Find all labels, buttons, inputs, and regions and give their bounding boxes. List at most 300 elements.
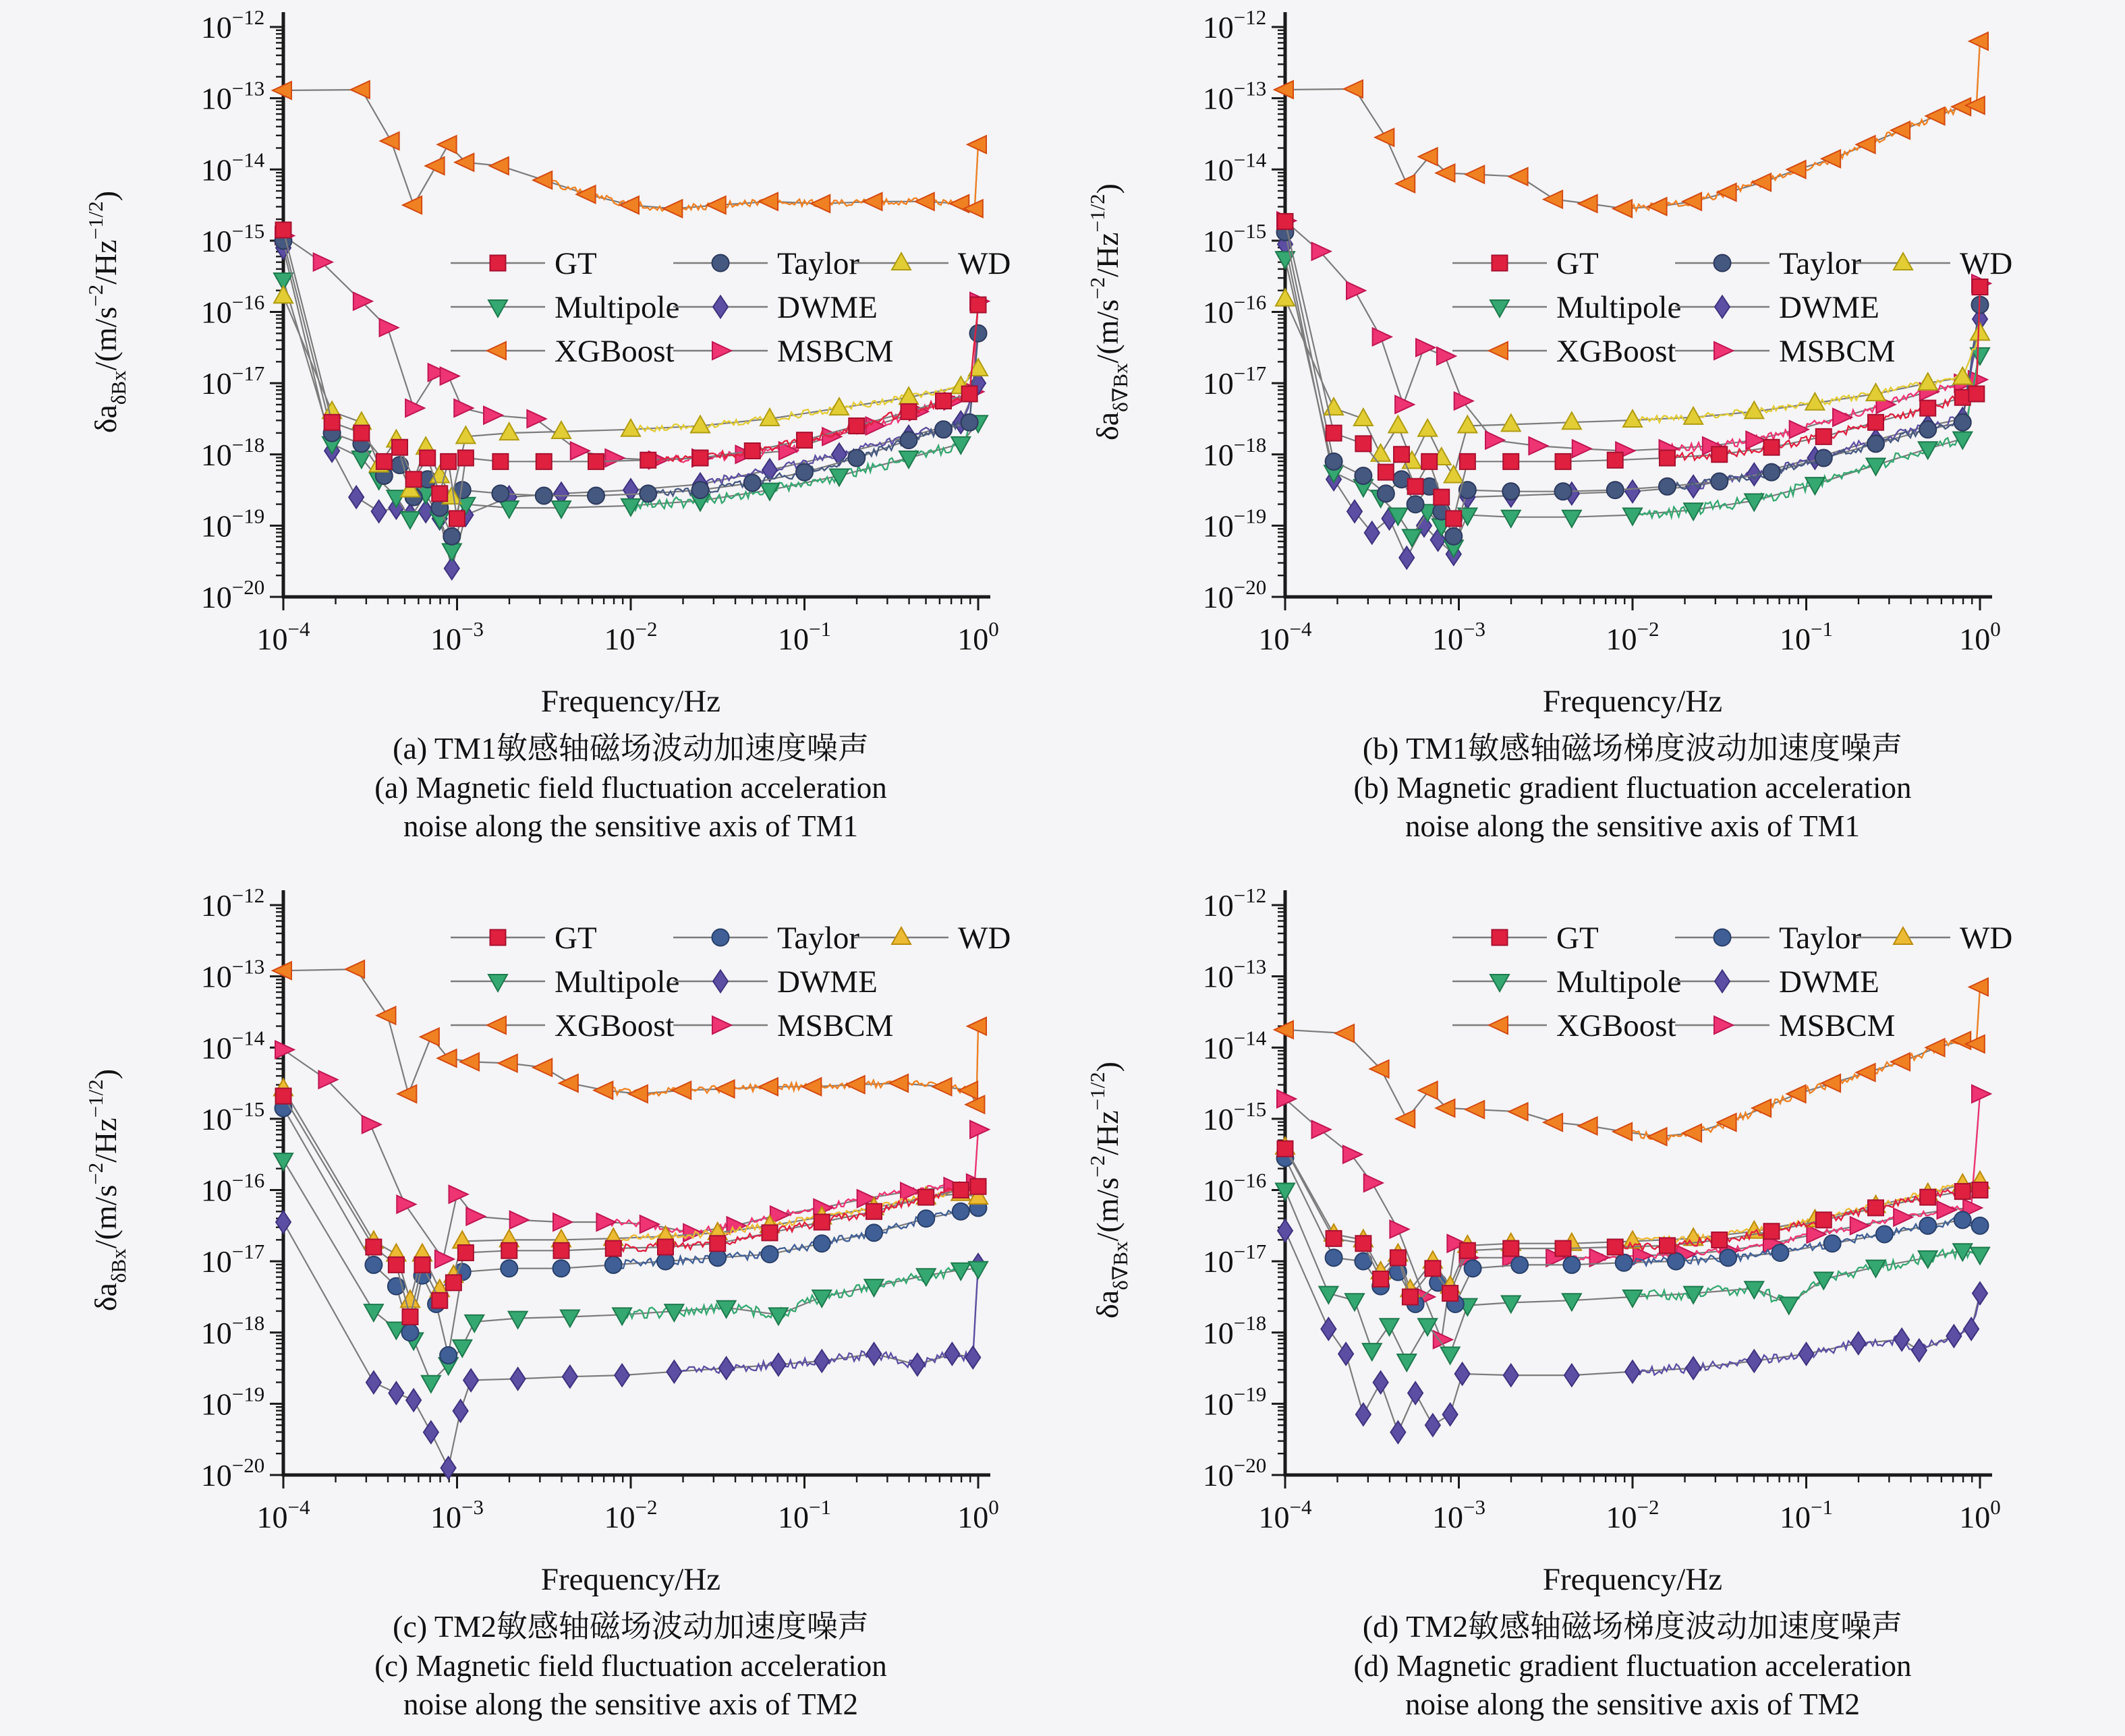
circle-marker-Taylor — [1772, 1244, 1788, 1261]
triangle-left-marker-XGBoost — [1465, 166, 1484, 183]
triangle-left-marker-XGBoost — [1857, 1064, 1875, 1081]
triangle-left-marker-XGBoost — [1465, 1101, 1484, 1118]
triangle-down-marker-Multipole — [465, 1315, 484, 1332]
triangle-down-marker-Multipole — [969, 1262, 988, 1279]
square-marker-GT — [366, 1240, 381, 1255]
diamond-marker-DWME — [1443, 1404, 1458, 1426]
triangle-left-marker-XGBoost — [716, 1080, 735, 1098]
square-marker-GT — [353, 426, 369, 441]
circle-marker-Taylor — [961, 414, 978, 431]
square-marker-GT — [324, 415, 340, 430]
diamond-marker-DWME — [910, 1354, 925, 1376]
triangle-left-marker-XGBoost — [1952, 1032, 1971, 1049]
triangle-right-marker-MSBCM — [318, 1071, 337, 1089]
square-marker-GT — [415, 1257, 430, 1273]
triangle-right-marker-MSBCM — [1746, 432, 1765, 449]
circle-marker-Taylor — [640, 485, 656, 502]
square-marker-GT — [1278, 214, 1293, 229]
square-marker-GT — [901, 404, 917, 419]
circle-marker-Taylor — [1563, 1256, 1580, 1273]
triangle-right-marker-MSBCM — [510, 1211, 529, 1229]
triangle-right-marker-MSBCM — [605, 449, 624, 467]
square-marker-GT — [392, 440, 407, 455]
legend-label-Multipole: Multipole — [555, 964, 680, 1000]
circle-marker-Taylor — [814, 1235, 830, 1252]
legend-label-Multipole: Multipole — [1556, 964, 1682, 1000]
x-tick-label: $10^{-2}$ — [1606, 617, 1660, 656]
x-tick-label: $10^{-4}$ — [256, 617, 310, 656]
triangle-left-marker-legend-XGBoost — [1489, 342, 1508, 359]
square-marker-GT — [953, 1182, 969, 1198]
square-marker-GT — [376, 454, 392, 469]
y-tick-label: $10^{-17}$ — [1202, 361, 1267, 401]
y-tick-label: $10^{-19}$ — [200, 1382, 265, 1422]
y-tick-label: $10^{-14}$ — [1202, 1026, 1267, 1066]
triangle-down-marker-Multipole — [1623, 1290, 1642, 1307]
diamond-marker-DWME — [372, 500, 387, 523]
y-tick-label: $10^{-19}$ — [1202, 504, 1267, 544]
legend-label-Multipole: Multipole — [1556, 290, 1682, 325]
triangle-down-marker-Multipole — [1971, 1248, 1989, 1265]
circle-marker-Taylor — [1511, 1256, 1528, 1273]
square-marker-GT — [693, 451, 708, 466]
circle-marker-legend-Taylor — [712, 255, 729, 272]
x-axis-label-c: Frequency/Hz — [540, 1562, 721, 1597]
circle-marker-Taylor — [1407, 496, 1424, 513]
triangle-right-marker-MSBCM — [571, 442, 590, 459]
y-tick-label: $10^{-16}$ — [1202, 290, 1267, 330]
circle-marker-Taylor — [1668, 1253, 1684, 1270]
diamond-marker-DWME — [1399, 546, 1414, 569]
y-tick-label: $10^{-17}$ — [200, 361, 265, 401]
triangle-left-marker-XGBoost — [846, 1076, 865, 1093]
triangle-up-marker-WD — [1418, 419, 1437, 436]
y-tick-label: $10^{-14}$ — [1202, 148, 1267, 187]
diamond-marker-DWME — [1365, 521, 1380, 544]
square-marker-GT — [1442, 1285, 1458, 1301]
x-axis-label-d: Frequency/Hz — [1542, 1562, 1723, 1597]
diamond-marker-DWME — [424, 1421, 438, 1443]
legend-label-MSBCM: MSBCM — [777, 334, 894, 369]
triangle-up-marker-WD — [1623, 410, 1642, 427]
square-marker-GT — [658, 1240, 673, 1255]
diamond-marker-DWME — [667, 1360, 681, 1383]
triangle-left-marker-XGBoost — [663, 200, 682, 217]
triangle-left-marker-XGBoost — [490, 157, 509, 175]
square-marker-GT — [971, 1179, 986, 1194]
triangle-left-marker-XGBoost — [1335, 1024, 1354, 1042]
triangle-down-marker-Multipole — [1562, 511, 1581, 527]
y-tick-label: $10^{-20}$ — [200, 575, 265, 614]
triangle-left-marker-XGBoost — [620, 196, 639, 214]
y-tick-label: $10^{-20}$ — [200, 1453, 265, 1493]
triangle-up-marker-legend-WD — [892, 927, 911, 944]
triangle-left-marker-XGBoost — [1613, 200, 1632, 217]
square-marker-GT — [1373, 1271, 1388, 1287]
square-marker-GT — [1711, 1232, 1727, 1248]
triangle-left-marker-legend-XGBoost — [487, 342, 506, 359]
triangle-right-marker-MSBCM — [1343, 1146, 1362, 1163]
diamond-marker-legend-DWME — [713, 296, 728, 318]
circle-marker-legend-Taylor — [1714, 929, 1731, 946]
triangle-left-marker-XGBoost — [1543, 1113, 1562, 1131]
x-axis-label-b: Frequency/Hz — [1542, 684, 1723, 719]
square-marker-GT — [1955, 390, 1971, 405]
legend-label-GT: GT — [1556, 246, 1599, 281]
square-marker-GT — [1711, 446, 1727, 462]
triangle-down-marker-Multipole — [1745, 1281, 1763, 1298]
y-tick-label: $10^{-15}$ — [1202, 219, 1267, 258]
triangle-left-marker-XGBoost — [377, 1007, 396, 1024]
triangle-left-marker-XGBoost — [1682, 193, 1701, 210]
diamond-marker-DWME — [944, 1343, 959, 1365]
circle-marker-Taylor — [1954, 1211, 1971, 1228]
triangle-right-marker-MSBCM — [970, 1121, 989, 1138]
triangle-left-marker-XGBoost — [1752, 1099, 1771, 1117]
triangle-up-marker-legend-WD — [1894, 253, 1913, 270]
circle-marker-Taylor — [588, 488, 604, 504]
x-tick-label: $10^{-3}$ — [430, 1495, 484, 1534]
triangle-left-marker-XGBoost — [438, 136, 457, 153]
y-tick-label: $10^{-12}$ — [200, 884, 265, 923]
triangle-right-marker-MSBCM — [640, 1215, 659, 1233]
x-tick-label: $10^{-1}$ — [1780, 1495, 1833, 1534]
triangle-left-marker-legend-XGBoost — [487, 1016, 506, 1034]
legend-label-XGBoost: XGBoost — [1556, 1008, 1676, 1043]
triangle-right-marker-legend-MSBCM — [1714, 342, 1733, 359]
legend-label-MSBCM: MSBCM — [1779, 334, 1896, 369]
diamond-marker-DWME — [1912, 1339, 1927, 1362]
triangle-left-marker-XGBoost — [759, 193, 778, 210]
y-tick-label: $10^{-16}$ — [200, 1168, 265, 1208]
triangle-left-marker-XGBoost — [811, 195, 830, 212]
triangle-down-marker-Multipole — [561, 1310, 579, 1327]
square-marker-GT — [1402, 1289, 1418, 1304]
triangle-right-marker-MSBCM — [1454, 393, 1473, 410]
triangle-left-marker-XGBoost — [629, 1085, 648, 1103]
triangle-down-marker-Multipole — [500, 501, 519, 518]
triangle-right-marker-MSBCM — [405, 399, 424, 417]
triangle-down-marker-Multipole — [1363, 1343, 1382, 1360]
diamond-marker-DWME — [1946, 1325, 1961, 1348]
triangle-left-marker-XGBoost — [1891, 1053, 1910, 1070]
x-tick-label: $10^0$ — [1959, 617, 2001, 656]
square-marker-GT — [1421, 454, 1437, 469]
triangle-up-marker-legend-WD — [892, 253, 911, 270]
circle-marker-Taylor — [1326, 1249, 1342, 1266]
circle-marker-Taylor — [401, 1324, 418, 1341]
square-marker-GT — [554, 1243, 569, 1258]
legend-label-DWME: DWME — [1779, 964, 1879, 1000]
diamond-marker-legend-DWME — [1715, 296, 1730, 318]
circle-marker-Taylor — [762, 1246, 778, 1263]
triangle-down-marker-Multipole — [1380, 1319, 1399, 1335]
triangle-left-marker-XGBoost — [533, 1059, 552, 1076]
triangle-left-marker-XGBoost — [559, 1074, 578, 1092]
triangle-right-marker-MSBCM — [353, 293, 372, 310]
triangle-right-marker-MSBCM — [466, 1208, 485, 1225]
x-tick-label: $10^{-2}$ — [604, 617, 658, 656]
square-marker-GT — [849, 418, 864, 434]
legend-label-GT: GT — [555, 246, 597, 281]
circle-marker-Taylor — [796, 464, 813, 481]
triangle-up-marker-WD — [1562, 412, 1581, 429]
diamond-marker-legend-DWME — [713, 971, 728, 993]
y-axis-label-d: $\delta a_{\delta\nabla Bx}/(m/s^{-2}/Hz^{-1/2})$ — [1085, 1062, 1132, 1319]
square-marker-GT — [441, 454, 456, 469]
diamond-marker-DWME — [1356, 1404, 1371, 1426]
square-marker-GT — [420, 451, 435, 466]
triangle-left-marker-XGBoost — [967, 1018, 986, 1035]
legend-label-WD: WD — [958, 246, 1011, 281]
diamond-marker-DWME — [1964, 1318, 1979, 1340]
circle-marker-Taylor — [536, 488, 552, 504]
legend-label-MSBCM: MSBCM — [777, 1008, 894, 1043]
circle-marker-Taylor — [1876, 1225, 1893, 1242]
diamond-marker-DWME — [1373, 1371, 1388, 1393]
triangle-left-marker-XGBoost — [1579, 1117, 1597, 1134]
triangle-left-marker-XGBoost — [1718, 183, 1736, 201]
triangle-right-marker-MSBCM — [1894, 1209, 1913, 1226]
triangle-left-marker-XGBoost — [380, 132, 399, 150]
diamond-marker-DWME — [463, 1369, 478, 1391]
caption-panel-a — [162, 729, 1100, 846]
triangle-up-marker-WD — [456, 426, 475, 443]
legend-label-Taylor: Taylor — [777, 921, 859, 956]
square-marker-GT — [1434, 490, 1449, 505]
y-tick-label: $10^{-13}$ — [1202, 76, 1267, 116]
caption-b-english-2: noise along the sensitive axis of TM1 — [1405, 809, 1861, 844]
triangle-down-marker-legend-Multipole — [488, 975, 507, 991]
GT-noisy-line — [648, 305, 978, 464]
triangle-left-marker-XGBoost — [594, 1082, 613, 1099]
caption-a-chinese: (a) TM1敏感轴磁场波动加速度噪声 — [393, 731, 869, 765]
square-marker-GT — [1503, 454, 1519, 469]
triangle-down-marker-Multipole — [1780, 1298, 1798, 1314]
square-marker-GT — [814, 1215, 830, 1230]
circle-marker-Taylor — [1815, 450, 1832, 467]
circle-marker-Taylor — [1763, 464, 1780, 481]
circle-marker-Taylor — [1378, 485, 1394, 502]
triangle-right-marker-MSBCM — [1347, 282, 1365, 299]
triangle-up-marker-WD — [1684, 407, 1703, 424]
caption-d-english-2: noise along the sensitive axis of TM2 — [1405, 1687, 1861, 1722]
square-marker-GT — [1955, 1184, 1971, 1199]
diamond-marker-DWME — [1799, 1343, 1814, 1365]
diamond-marker-DWME — [867, 1343, 882, 1365]
triangle-right-marker-MSBCM — [553, 1213, 572, 1231]
triangle-down-marker-Multipole — [1502, 1296, 1521, 1312]
circle-marker-Taylor — [1607, 482, 1624, 498]
triangle-up-marker-WD — [1971, 323, 1989, 340]
square-marker-GT — [1660, 451, 1675, 466]
triangle-down-marker-Multipole — [613, 1308, 631, 1325]
triangle-left-marker-XGBoost — [1718, 1113, 1736, 1131]
triangle-left-marker-XGBoost — [802, 1078, 821, 1095]
x-tick-label: $10^{-4}$ — [1258, 617, 1312, 656]
legend-label-WD: WD — [1960, 246, 2013, 281]
circle-marker-Taylor — [901, 432, 917, 449]
caption-panel-d — [1164, 1607, 2101, 1725]
legend-label-Taylor: Taylor — [1779, 921, 1861, 956]
y-tick-label: $10^{-14}$ — [200, 1026, 265, 1066]
triangle-up-marker-legend-WD — [1894, 927, 1913, 944]
legend-label-WD: WD — [958, 921, 1011, 956]
diamond-marker-DWME — [1390, 1421, 1405, 1443]
square-marker-GT — [432, 486, 447, 501]
triangle-left-marker-XGBoost — [438, 1049, 457, 1067]
diamond-marker-DWME — [1686, 1357, 1701, 1379]
triangle-down-marker-Multipole — [812, 1290, 831, 1307]
triangle-left-marker-XGBoost — [345, 960, 364, 978]
triangle-left-marker-XGBoost — [351, 81, 370, 98]
square-marker-GT — [962, 386, 978, 401]
diamond-marker-DWME — [719, 1357, 734, 1379]
triangle-down-marker-Multipole — [1623, 509, 1642, 525]
square-marker-GT — [492, 454, 508, 469]
circle-marker-Taylor — [492, 485, 509, 502]
triangle-left-marker-XGBoost — [455, 154, 474, 171]
y-tick-label: $10^{-15}$ — [200, 1097, 265, 1136]
triangle-down-marker-Multipole — [1441, 1347, 1460, 1364]
triangle-right-marker-MSBCM — [1790, 421, 1809, 438]
square-marker-GT — [1816, 429, 1832, 444]
circle-marker-Taylor — [605, 1256, 622, 1273]
triangle-right-marker-MSBCM — [1395, 396, 1414, 413]
triangle-left-marker-XGBoost — [1969, 978, 1988, 995]
circle-marker-Taylor — [744, 475, 761, 492]
circle-marker-Taylor — [970, 325, 987, 342]
caption-a-english-1: (a) Magnetic field fluctuation acceleration — [374, 770, 887, 805]
diamond-marker-DWME — [349, 486, 364, 509]
legend-label-GT: GT — [555, 921, 597, 956]
triangle-left-marker-XGBoost — [959, 1082, 978, 1099]
triangle-left-marker-XGBoost — [1509, 1103, 1528, 1120]
diamond-marker-DWME — [814, 1350, 829, 1372]
y-tick-label: $10^{-19}$ — [1202, 1382, 1267, 1422]
triangle-right-marker-legend-MSBCM — [1714, 1016, 1733, 1034]
square-marker-GT — [446, 1275, 461, 1290]
triangle-right-marker-MSBCM — [1390, 1221, 1409, 1238]
diamond-marker-DWME — [406, 1389, 421, 1412]
triangle-down-marker-Multipole — [401, 512, 420, 529]
panel-c — [84, 884, 1011, 1534]
circle-marker-Taylor — [848, 450, 865, 467]
triangle-right-marker-MSBCM — [596, 1213, 615, 1231]
triangle-left-marker-XGBoost — [426, 157, 445, 175]
square-marker-GT — [1326, 426, 1342, 441]
triangle-down-marker-Multipole — [443, 544, 461, 560]
diamond-marker-DWME — [1747, 1350, 1761, 1372]
triangle-left-marker-XGBoost — [759, 1078, 778, 1095]
circle-marker-Taylor — [1720, 1249, 1736, 1266]
legend-label-Taylor: Taylor — [1779, 246, 1861, 281]
square-marker-GT — [745, 443, 760, 459]
triangle-right-marker-MSBCM — [484, 407, 503, 424]
y-tick-label: $10^{-13}$ — [1202, 954, 1267, 994]
triangle-up-marker-WD — [1371, 444, 1390, 461]
circle-marker-Taylor — [692, 482, 709, 498]
y-tick-label: $10^{-15}$ — [200, 219, 265, 258]
y-tick-label: $10^{-18}$ — [200, 1310, 265, 1350]
square-marker-GT — [971, 297, 986, 312]
panel-d — [1085, 884, 2012, 1534]
caption-panel-c — [162, 1607, 1100, 1725]
y-tick-label: $10^{-13}$ — [200, 76, 265, 116]
x-tick-label: $10^{-3}$ — [430, 617, 484, 656]
x-tick-label: $10^{-4}$ — [256, 1495, 310, 1534]
square-marker-GT — [1390, 1250, 1406, 1265]
triangle-right-marker-MSBCM — [1850, 1217, 1869, 1234]
y-tick-label: $10^{-12}$ — [200, 5, 265, 45]
diamond-marker-DWME — [1894, 1329, 1909, 1351]
circle-marker-Taylor — [1445, 528, 1462, 545]
x-axis-label-a: Frequency/Hz — [540, 684, 721, 719]
XGBoost-noisy-line — [1624, 41, 1980, 211]
x-tick-label: $10^0$ — [957, 617, 999, 656]
square-marker-GT — [710, 1236, 725, 1251]
triangle-left-marker-XGBoost — [1419, 1082, 1438, 1099]
triangle-down-marker-Multipole — [274, 1153, 293, 1170]
triangle-down-marker-legend-Multipole — [1490, 300, 1509, 317]
XGBoost-line — [1285, 41, 1980, 208]
square-marker-GT — [1764, 1223, 1780, 1239]
square-marker-GT — [1920, 1190, 1935, 1205]
legend-label-Multipole: Multipole — [555, 290, 680, 325]
triangle-down-marker-Multipole — [364, 1304, 383, 1321]
triangle-right-marker-MSBCM — [1416, 339, 1435, 356]
triangle-left-marker-XGBoost — [1396, 175, 1415, 192]
square-marker-GT — [1355, 1236, 1371, 1251]
triangle-left-marker-XGBoost — [1419, 148, 1438, 165]
caption-c-chinese: (c) TM2敏感轴磁场波动加速度噪声 — [393, 1609, 869, 1644]
caption-c-english-2: noise along the sensitive axis of TM2 — [403, 1687, 859, 1722]
triangle-down-marker-Multipole — [1814, 1273, 1833, 1290]
diamond-marker-DWME — [1504, 1364, 1519, 1387]
triangle-right-marker-MSBCM — [1529, 437, 1548, 455]
caption-d-chinese: (d) TM2敏感轴磁场梯度波动加速度噪声 — [1362, 1609, 1903, 1644]
triangle-up-marker-WD — [1388, 416, 1407, 433]
circle-marker-Taylor — [443, 528, 460, 545]
y-tick-label: $10^{-16}$ — [200, 290, 265, 330]
square-marker-GT — [1355, 436, 1371, 451]
triangle-right-marker-MSBCM — [1833, 409, 1852, 426]
triangle-left-marker-XGBoost — [1436, 165, 1454, 182]
square-marker-GT — [1326, 1231, 1342, 1246]
y-tick-label: $10^{-15}$ — [1202, 1097, 1267, 1136]
circle-marker-Taylor — [1824, 1235, 1841, 1252]
square-marker-GT — [1920, 401, 1935, 416]
y-tick-label: $10^{-16}$ — [1202, 1168, 1267, 1208]
square-marker-GT — [276, 1089, 291, 1104]
triangle-left-marker-XGBoost — [933, 1078, 952, 1095]
square-marker-GT — [640, 453, 656, 468]
triangle-up-marker-WD — [500, 423, 519, 440]
triangle-right-marker-MSBCM — [1972, 1085, 1991, 1103]
legend-label-WD: WD — [1960, 921, 2013, 956]
WD-line — [283, 1089, 978, 1301]
square-marker-GT — [1460, 1243, 1475, 1258]
triangle-right-marker-MSBCM — [1485, 432, 1504, 449]
circle-marker-legend-Taylor — [712, 929, 729, 946]
square-marker-legend-GT — [490, 256, 506, 271]
caption-d-english-1: (d) Magnetic gradient fluctuation acceleration — [1353, 1648, 1912, 1683]
triangle-left-marker-XGBoost — [1969, 32, 1988, 50]
triangle-right-marker-MSBCM — [441, 368, 459, 385]
diamond-marker-DWME — [623, 479, 638, 501]
triangle-up-marker-WD — [552, 422, 571, 438]
circle-marker-Taylor — [1355, 467, 1371, 484]
